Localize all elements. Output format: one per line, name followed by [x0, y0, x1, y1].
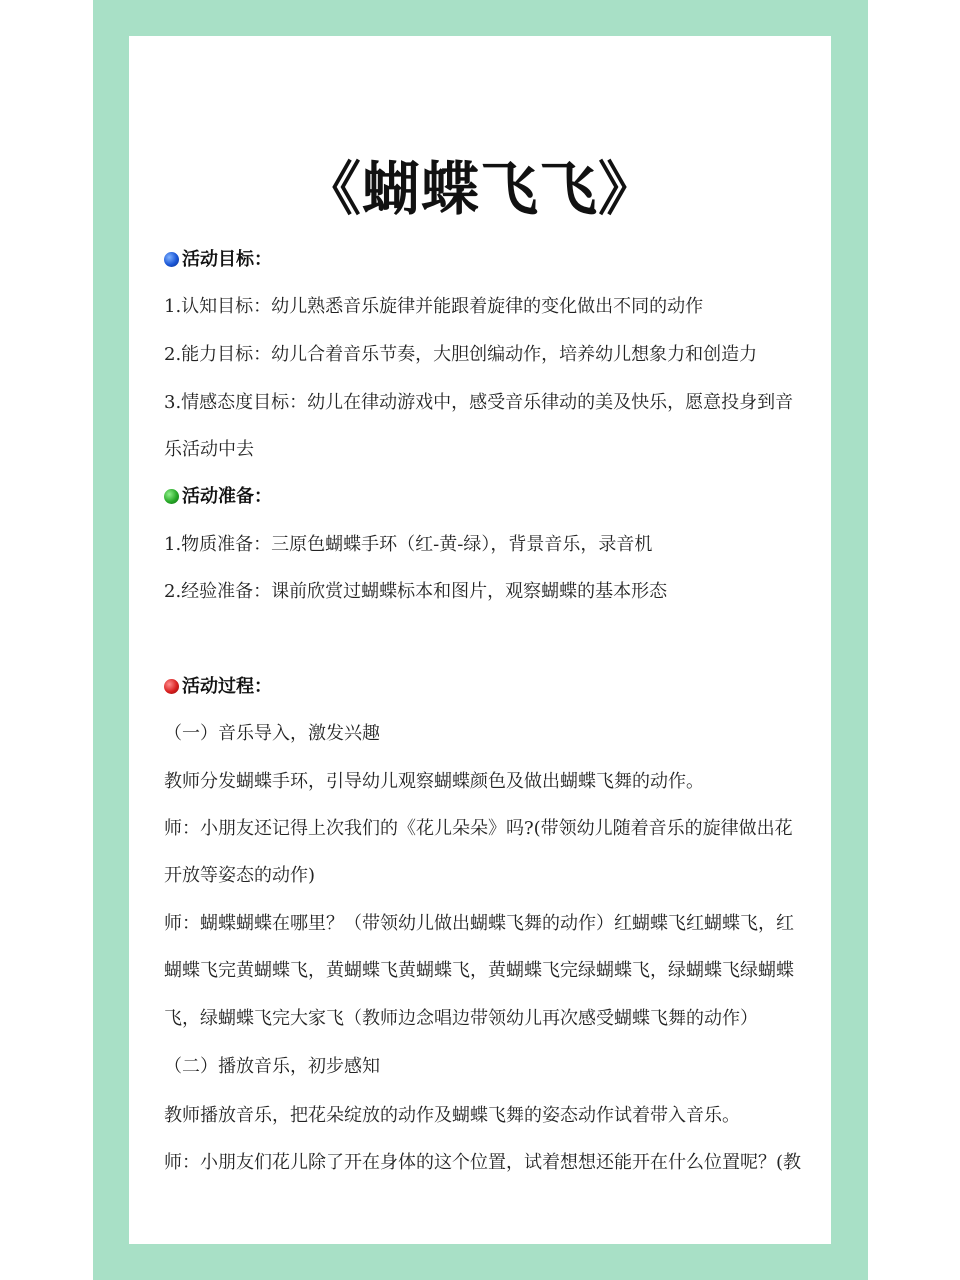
section-heading-process-label: 活动过程： [182, 676, 272, 697]
goal-line: 乐活动中去 [164, 439, 254, 460]
process-line: 蝴蝶飞完黄蝴蝶飞，黄蝴蝶飞黄蝴蝶飞，黄蝴蝶飞完绿蝴蝶飞，绿蝴蝶飞绿蝴蝶 [164, 960, 794, 981]
process-line: 教师分发蝴蝶手环，引导幼儿观察蝴蝶颜色及做出蝴蝶飞舞的动作。 [164, 771, 704, 792]
goal-line: 3.情感态度目标：幼儿在律动游戏中，感受音乐律动的美及快乐，愿意投身到音 [164, 392, 794, 413]
process-line: 师：小朋友们花儿除了开在身体的这个位置，试着想想还能开在什么位置呢？(教 [164, 1152, 802, 1173]
section-heading-goals [164, 248, 804, 272]
section-heading-prep-label: 活动准备： [182, 486, 272, 507]
section-heading-prep [164, 485, 804, 509]
prep-line: 1.物质准备：三原色蝴蝶手环（红-黄-绿），背景音乐，录音机 [164, 534, 653, 555]
page-title: 《蝴蝶飞飞》 [302, 155, 657, 223]
process-line: 教师播放音乐，把花朵绽放的动作及蝴蝶飞舞的姿态动作试着带入音乐。 [164, 1105, 740, 1126]
goal-line: 1.认知目标：幼儿熟悉音乐旋律并能跟着旋律的变化做出不同的动作 [164, 296, 704, 317]
process-line: 师：蝴蝶蝴蝶在哪里？（带领幼儿做出蝴蝶飞舞的动作）红蝴蝶飞红蝴蝶飞，红 [164, 913, 794, 934]
document-page [129, 36, 831, 1244]
section-heading-goals-label: 活动目标： [182, 249, 272, 270]
prep-line: 2.经验准备：课前欣赏过蝴蝶标本和图片，观察蝴蝶的基本形态 [164, 581, 668, 602]
section-heading-process [164, 675, 804, 699]
process-line: （二）播放音乐，初步感知 [164, 1056, 380, 1077]
blue-circle-icon [164, 252, 179, 267]
process-line: 师：小朋友还记得上次我们的《花儿朵朵》吗?(带领幼儿随着音乐的旋律做出花 [164, 818, 793, 839]
green-circle-icon [164, 489, 179, 504]
red-circle-icon [164, 679, 179, 694]
process-line: 飞，绿蝴蝶飞完大家飞（教师边念唱边带领幼儿再次感受蝴蝶飞舞的动作） [164, 1008, 758, 1029]
process-line: （一）音乐导入，激发兴趣 [164, 723, 380, 744]
process-line: 开放等姿态的动作) [164, 865, 316, 886]
goal-line: 2.能力目标：幼儿合着音乐节奏，大胆创编动作，培养幼儿想象力和创造力 [164, 344, 758, 365]
